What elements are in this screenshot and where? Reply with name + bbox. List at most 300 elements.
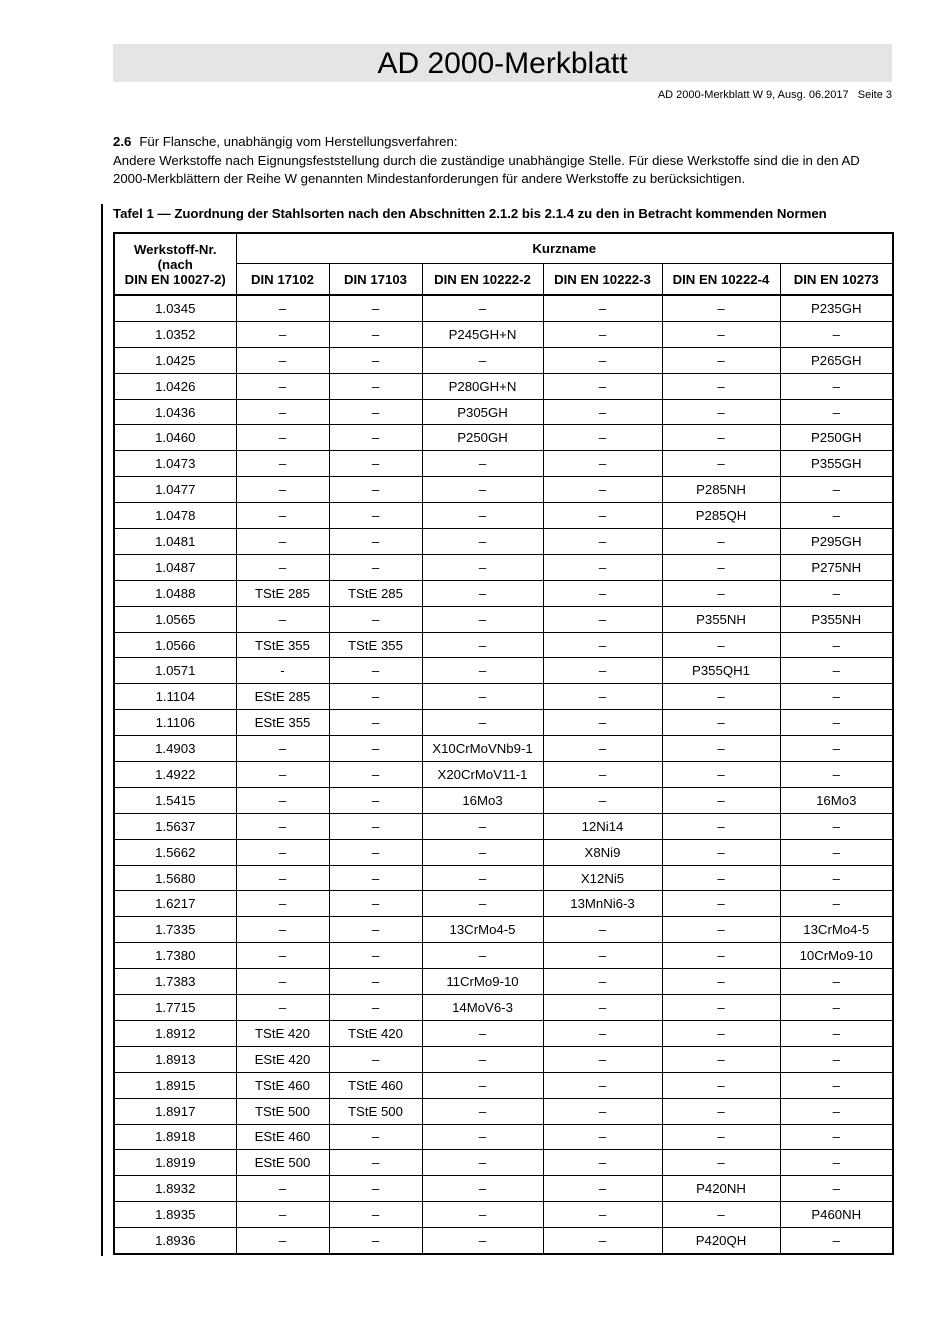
werkstoff-nr-cell: 1.0345: [114, 295, 236, 321]
kurzname-cell: –: [329, 917, 422, 943]
kurzname-cell: –: [780, 710, 893, 736]
kurzname-cell: EStE 285: [236, 684, 329, 710]
kurzname-cell: 16Mo3: [780, 787, 893, 813]
table-row: [114, 425, 893, 451]
kurzname-cell: –: [422, 1150, 543, 1176]
table-row: [114, 295, 893, 321]
kurzname-cell: –: [236, 891, 329, 917]
kurzname-cell: –: [329, 1124, 422, 1150]
kurzname-cell: –: [236, 347, 329, 373]
kurzname-cell: –: [329, 839, 422, 865]
kurzname-cell: 13CrMo4-5: [422, 917, 543, 943]
werkstoff-nr-cell: 1.8932: [114, 1176, 236, 1202]
table-row: [114, 891, 893, 917]
kurzname-cell: –: [662, 1098, 780, 1124]
kurzname-cell: –: [543, 1176, 662, 1202]
kurzname-cell: –: [780, 1020, 893, 1046]
document-meta: AD 2000-Merkblatt W 9, Ausg. 06.2017 Seite 3: [657, 89, 892, 101]
kurzname-cell: P420NH: [662, 1176, 780, 1202]
kurzname-cell: P265GH: [780, 347, 893, 373]
kurzname-cell: P355NH: [662, 606, 780, 632]
kurzname-cell: –: [662, 1072, 780, 1098]
kurzname-cell: –: [780, 865, 893, 891]
kurzname-cell: –: [780, 321, 893, 347]
kurzname-cell: –: [780, 477, 893, 503]
kurzname-cell: –: [422, 1176, 543, 1202]
kurzname-cell: –: [662, 580, 780, 606]
kurzname-cell: –: [543, 710, 662, 736]
kurzname-cell: –: [543, 787, 662, 813]
kurzname-cell: –: [662, 373, 780, 399]
werkstoff-nr-cell: 1.5662: [114, 839, 236, 865]
kurzname-cell: EStE 420: [236, 1046, 329, 1072]
kurzname-cell: –: [329, 1228, 422, 1254]
kurzname-cell: –: [329, 477, 422, 503]
kurzname-cell: –: [543, 321, 662, 347]
kurzname-cell: TStE 355: [236, 632, 329, 658]
kurzname-cell: –: [543, 736, 662, 762]
kurzname-cell: –: [780, 736, 893, 762]
kurzname-cell: –: [662, 710, 780, 736]
werkstoff-nr-cell: 1.7715: [114, 995, 236, 1021]
werkstoff-nr-cell: 1.8935: [114, 1202, 236, 1228]
werkstoff-nr-cell: 1.0425: [114, 347, 236, 373]
kurzname-cell: –: [662, 1150, 780, 1176]
table-row: [114, 554, 893, 580]
kurzname-cell: –: [662, 684, 780, 710]
kurzname-cell: –: [236, 529, 329, 555]
kurzname-cell: X10CrMoVNb9-1: [422, 736, 543, 762]
kurzname-cell: –: [329, 529, 422, 555]
document-title: AD 2000-Merkblatt: [113, 44, 892, 82]
table-caption: Tafel 1 — Zuordnung der Stahlsorten nach den Abschnitten 2.1.2 bis 2.1.4 zu den in Betracht kommenden Normen: [113, 206, 827, 221]
kurzname-cell: –: [236, 813, 329, 839]
kurzname-cell: –: [543, 399, 662, 425]
kurzname-cell: –: [543, 943, 662, 969]
kurzname-cell: –: [422, 1202, 543, 1228]
kurzname-cell: P355QH1: [662, 658, 780, 684]
kurzname-cell: P250GH: [422, 425, 543, 451]
kurzname-cell: –: [780, 503, 893, 529]
kurzname-cell: –: [662, 399, 780, 425]
table-row: [114, 373, 893, 399]
kurzname-cell: –: [236, 995, 329, 1021]
kurzname-cell: –: [329, 736, 422, 762]
kurzname-cell: –: [543, 1124, 662, 1150]
werkstoff-nr-cell: 1.8912: [114, 1020, 236, 1046]
werkstoff-nr-cell: 1.5637: [114, 813, 236, 839]
kurzname-cell: –: [329, 658, 422, 684]
kurzname-cell: –: [780, 1176, 893, 1202]
kurzname-cell: –: [236, 762, 329, 788]
table-row: [114, 917, 893, 943]
table-row: [114, 736, 893, 762]
kurzname-cell: X20CrMoV11-1: [422, 762, 543, 788]
kurzname-cell: –: [543, 1020, 662, 1046]
kurzname-cell: –: [329, 503, 422, 529]
kurzname-cell: –: [236, 1228, 329, 1254]
kurzname-cell: –: [329, 943, 422, 969]
kurzname-cell: -: [236, 658, 329, 684]
werkstoff-nr-cell: 1.0460: [114, 425, 236, 451]
kurzname-cell: –: [662, 787, 780, 813]
kurzname-cell: –: [236, 321, 329, 347]
kurzname-cell: P280GH+N: [422, 373, 543, 399]
kurzname-cell: –: [662, 969, 780, 995]
werkstoff-nr-cell: 1.0352: [114, 321, 236, 347]
kurzname-cell: –: [662, 451, 780, 477]
kurzname-cell: –: [236, 425, 329, 451]
kurzname-cell: –: [543, 477, 662, 503]
kurzname-cell: –: [662, 736, 780, 762]
kurzname-cell: –: [662, 1046, 780, 1072]
kurzname-cell: –: [422, 632, 543, 658]
kurzname-cell: –: [780, 891, 893, 917]
kurzname-cell: –: [329, 1046, 422, 1072]
kurzname-cell: –: [329, 451, 422, 477]
kurzname-cell: –: [329, 425, 422, 451]
table-row: [114, 813, 893, 839]
kurzname-cell: –: [780, 1124, 893, 1150]
kurzname-cell: –: [329, 787, 422, 813]
kurzname-cell: –: [329, 684, 422, 710]
werkstoff-nr-cell: 1.0478: [114, 503, 236, 529]
table-row: [114, 529, 893, 555]
kurzname-cell: X8Ni9: [543, 839, 662, 865]
kurzname-cell: –: [543, 1098, 662, 1124]
kurzname-cell: –: [543, 995, 662, 1021]
werkstoff-nr-cell: 1.0477: [114, 477, 236, 503]
kurzname-cell: –: [780, 658, 893, 684]
kurzname-cell: 14MoV6-3: [422, 995, 543, 1021]
table-row: [114, 1150, 893, 1176]
kurzname-cell: –: [543, 503, 662, 529]
kurzname-cell: –: [662, 891, 780, 917]
table-row: [114, 1124, 893, 1150]
kurzname-cell: P355NH: [780, 606, 893, 632]
kurzname-cell: –: [662, 632, 780, 658]
kurzname-cell: 16Mo3: [422, 787, 543, 813]
werkstoff-nr-cell: 1.5680: [114, 865, 236, 891]
kurzname-cell: 10CrMo9-10: [780, 943, 893, 969]
kurzname-cell: –: [543, 658, 662, 684]
kurzname-cell: –: [422, 554, 543, 580]
kurzname-cell: –: [236, 606, 329, 632]
kurzname-cell: –: [780, 995, 893, 1021]
kurzname-cell: –: [329, 1202, 422, 1228]
kurzname-cell: –: [329, 1150, 422, 1176]
werkstoff-nr-cell: 1.0436: [114, 399, 236, 425]
kurzname-cell: TStE 420: [329, 1020, 422, 1046]
table-row: [114, 451, 893, 477]
kurzname-cell: –: [422, 1020, 543, 1046]
kurzname-cell: –: [236, 787, 329, 813]
kurzname-cell: –: [329, 865, 422, 891]
table-row: [114, 684, 893, 710]
kurzname-cell: P355GH: [780, 451, 893, 477]
kurzname-cell: –: [329, 554, 422, 580]
table-row: [114, 762, 893, 788]
kurzname-cell: –: [543, 1046, 662, 1072]
kurzname-cell: –: [422, 1046, 543, 1072]
table-body: [114, 295, 893, 1254]
kurzname-cell: –: [422, 839, 543, 865]
kurzname-cell: –: [780, 1098, 893, 1124]
kurzname-cell: X12Ni5: [543, 865, 662, 891]
kurzname-cell: –: [662, 943, 780, 969]
kurzname-cell: –: [662, 839, 780, 865]
kurzname-cell: –: [662, 1020, 780, 1046]
kurzname-cell: P235GH: [780, 295, 893, 321]
kurzname-cell: TStE 500: [329, 1098, 422, 1124]
table-row: [114, 787, 893, 813]
kurzname-cell: –: [780, 813, 893, 839]
kurzname-cell: –: [329, 813, 422, 839]
table-row: [114, 995, 893, 1021]
kurzname-cell: –: [329, 891, 422, 917]
kurzname-cell: –: [422, 1124, 543, 1150]
table-row: [114, 1072, 893, 1098]
kurzname-cell: –: [543, 529, 662, 555]
kurzname-cell: –: [543, 606, 662, 632]
kurzname-cell: –: [422, 606, 543, 632]
kurzname-cell: –: [422, 1072, 543, 1098]
kurzname-cell: –: [329, 995, 422, 1021]
kurzname-cell: –: [329, 295, 422, 321]
header-din-17102: DIN 17102: [236, 264, 329, 296]
kurzname-cell: –: [422, 684, 543, 710]
werkstoff-nr-cell: 1.6217: [114, 891, 236, 917]
werkstoff-nr-cell: 1.1106: [114, 710, 236, 736]
kurzname-cell: –: [543, 632, 662, 658]
kurzname-cell: –: [780, 839, 893, 865]
werkstoff-nr-cell: 1.7383: [114, 969, 236, 995]
table-row: [114, 969, 893, 995]
kurzname-cell: –: [422, 347, 543, 373]
kurzname-cell: –: [543, 580, 662, 606]
werkstoff-nr-cell: 1.7380: [114, 943, 236, 969]
kurzname-cell: P250GH: [780, 425, 893, 451]
kurzname-cell: –: [543, 295, 662, 321]
werkstoff-nr-cell: 1.8915: [114, 1072, 236, 1098]
kurzname-cell: –: [422, 813, 543, 839]
kurzname-cell: –: [780, 1228, 893, 1254]
kurzname-cell: –: [236, 917, 329, 943]
change-marker-bar: [101, 204, 103, 1256]
kurzname-cell: –: [422, 477, 543, 503]
werkstoff-nr-cell: 1.4922: [114, 762, 236, 788]
werkstoff-nr-cell: 1.8919: [114, 1150, 236, 1176]
kurzname-cell: –: [422, 865, 543, 891]
kurzname-cell: –: [543, 684, 662, 710]
table-row: [114, 1098, 893, 1124]
kurzname-cell: –: [662, 295, 780, 321]
table-row: [114, 632, 893, 658]
kurzname-cell: –: [662, 917, 780, 943]
section-body: Andere Werkstoffe nach Eignungsfeststellung durch die zuständige unabhängige Stelle. Für diese Werkstoffe sind die in den AD 2000-Merkblättern der Reihe W genannten Mindestanforderungen für andere Werkstoffe zu berücksichtigen.: [113, 153, 860, 186]
kurzname-cell: –: [329, 399, 422, 425]
kurzname-cell: –: [236, 477, 329, 503]
kurzname-cell: –: [422, 580, 543, 606]
kurzname-cell: –: [236, 969, 329, 995]
header-wnr-line-1: Werkstoff-Nr.: [133, 241, 217, 257]
kurzname-cell: TStE 460: [236, 1072, 329, 1098]
kurzname-cell: EStE 355: [236, 710, 329, 736]
werkstoff-nr-cell: 1.0426: [114, 373, 236, 399]
kurzname-cell: –: [662, 347, 780, 373]
table-row: [114, 347, 893, 373]
kurzname-cell: –: [422, 710, 543, 736]
kurzname-cell: –: [780, 969, 893, 995]
kurzname-cell: –: [543, 969, 662, 995]
kurzname-cell: –: [662, 995, 780, 1021]
werkstoff-nr-cell: 1.0481: [114, 529, 236, 555]
table-row: [114, 606, 893, 632]
table-row: [114, 1228, 893, 1254]
kurzname-cell: –: [780, 632, 893, 658]
kurzname-cell: –: [236, 839, 329, 865]
table-row: [114, 503, 893, 529]
kurzname-cell: –: [662, 865, 780, 891]
section-number: 2.6: [113, 134, 132, 149]
kurzname-cell: –: [780, 580, 893, 606]
header-wnr-line-2: (nach: [157, 256, 193, 272]
table-row: [114, 580, 893, 606]
kurzname-cell: –: [780, 1046, 893, 1072]
kurzname-cell: –: [662, 813, 780, 839]
kurzname-cell: 12Ni14: [543, 813, 662, 839]
header-din-en-10222-3: DIN EN 10222-3: [543, 264, 662, 296]
table-row: [114, 477, 893, 503]
werkstoff-nr-cell: 1.0565: [114, 606, 236, 632]
werkstoff-nr-cell: 1.5415: [114, 787, 236, 813]
table-row: [114, 839, 893, 865]
kurzname-cell: –: [662, 1202, 780, 1228]
kurzname-cell: –: [236, 1176, 329, 1202]
table-row: [114, 399, 893, 425]
header-din-en-10222-2: DIN EN 10222-2: [422, 264, 543, 296]
kurzname-cell: –: [329, 373, 422, 399]
kurzname-cell: –: [422, 1228, 543, 1254]
section-heading: Für Flansche, unabhängig vom Herstellungsverfahren:: [139, 134, 458, 149]
werkstoff-nr-cell: 1.0473: [114, 451, 236, 477]
kurzname-cell: –: [662, 762, 780, 788]
kurzname-cell: –: [422, 529, 543, 555]
kurzname-cell: EStE 500: [236, 1150, 329, 1176]
kurzname-cell: –: [329, 321, 422, 347]
steel-grades-table: [113, 232, 894, 1255]
kurzname-cell: –: [543, 451, 662, 477]
werkstoff-nr-cell: 1.0487: [114, 554, 236, 580]
kurzname-cell: –: [236, 736, 329, 762]
table-row: [114, 865, 893, 891]
kurzname-cell: TStE 500: [236, 1098, 329, 1124]
werkstoff-nr-cell: 1.0566: [114, 632, 236, 658]
kurzname-cell: –: [780, 373, 893, 399]
header-din-17103: DIN 17103: [329, 264, 422, 296]
kurzname-cell: –: [236, 865, 329, 891]
table-row: [114, 1176, 893, 1202]
werkstoff-nr-cell: 1.8936: [114, 1228, 236, 1254]
kurzname-cell: –: [329, 969, 422, 995]
kurzname-cell: –: [543, 373, 662, 399]
kurzname-cell: –: [543, 554, 662, 580]
kurzname-cell: EStE 460: [236, 1124, 329, 1150]
kurzname-cell: –: [662, 529, 780, 555]
kurzname-cell: –: [236, 451, 329, 477]
kurzname-cell: P285QH: [662, 503, 780, 529]
kurzname-cell: –: [329, 710, 422, 736]
header-kurzname: Kurzname: [236, 233, 893, 264]
kurzname-cell: TStE 460: [329, 1072, 422, 1098]
kurzname-cell: TStE 420: [236, 1020, 329, 1046]
kurzname-cell: –: [543, 917, 662, 943]
kurzname-cell: –: [662, 321, 780, 347]
kurzname-cell: –: [543, 1072, 662, 1098]
kurzname-cell: –: [543, 425, 662, 451]
table-row: [114, 943, 893, 969]
werkstoff-nr-cell: 1.8917: [114, 1098, 236, 1124]
kurzname-cell: –: [236, 1202, 329, 1228]
table-row: [114, 321, 893, 347]
werkstoff-nr-cell: 1.1104: [114, 684, 236, 710]
kurzname-cell: –: [329, 347, 422, 373]
table-row: [114, 658, 893, 684]
table-row: [114, 1202, 893, 1228]
kurzname-cell: –: [422, 295, 543, 321]
kurzname-cell: –: [543, 762, 662, 788]
kurzname-cell: 13MnNi6-3: [543, 891, 662, 917]
kurzname-cell: –: [329, 606, 422, 632]
kurzname-cell: –: [780, 399, 893, 425]
kurzname-cell: –: [236, 399, 329, 425]
table-row: [114, 710, 893, 736]
werkstoff-nr-cell: 1.4903: [114, 736, 236, 762]
kurzname-cell: –: [543, 1150, 662, 1176]
kurzname-cell: P245GH+N: [422, 321, 543, 347]
header-din-en-10273: DIN EN 10273: [780, 264, 893, 296]
kurzname-cell: 11CrMo9-10: [422, 969, 543, 995]
kurzname-cell: –: [662, 425, 780, 451]
header-wnr-line-3: DIN EN 10027-2): [124, 271, 226, 287]
werkstoff-nr-cell: 1.8913: [114, 1046, 236, 1072]
kurzname-cell: TStE 285: [329, 580, 422, 606]
kurzname-cell: TStE 285: [236, 580, 329, 606]
kurzname-cell: –: [422, 891, 543, 917]
kurzname-cell: –: [329, 1176, 422, 1202]
kurzname-cell: –: [780, 1150, 893, 1176]
kurzname-cell: –: [780, 762, 893, 788]
kurzname-cell: –: [422, 503, 543, 529]
kurzname-cell: –: [543, 1228, 662, 1254]
kurzname-cell: –: [236, 373, 329, 399]
kurzname-cell: –: [422, 658, 543, 684]
kurzname-cell: –: [662, 1124, 780, 1150]
section-2-6: [113, 133, 892, 188]
kurzname-cell: –: [236, 295, 329, 321]
header-din-en-10222-4: DIN EN 10222-4: [662, 264, 780, 296]
kurzname-cell: –: [780, 1072, 893, 1098]
kurzname-cell: –: [543, 1202, 662, 1228]
werkstoff-nr-cell: 1.8918: [114, 1124, 236, 1150]
kurzname-cell: P305GH: [422, 399, 543, 425]
werkstoff-nr-cell: 1.7335: [114, 917, 236, 943]
kurzname-cell: –: [422, 943, 543, 969]
kurzname-cell: –: [543, 347, 662, 373]
kurzname-cell: P285NH: [662, 477, 780, 503]
kurzname-cell: P295GH: [780, 529, 893, 555]
kurzname-cell: –: [422, 1098, 543, 1124]
